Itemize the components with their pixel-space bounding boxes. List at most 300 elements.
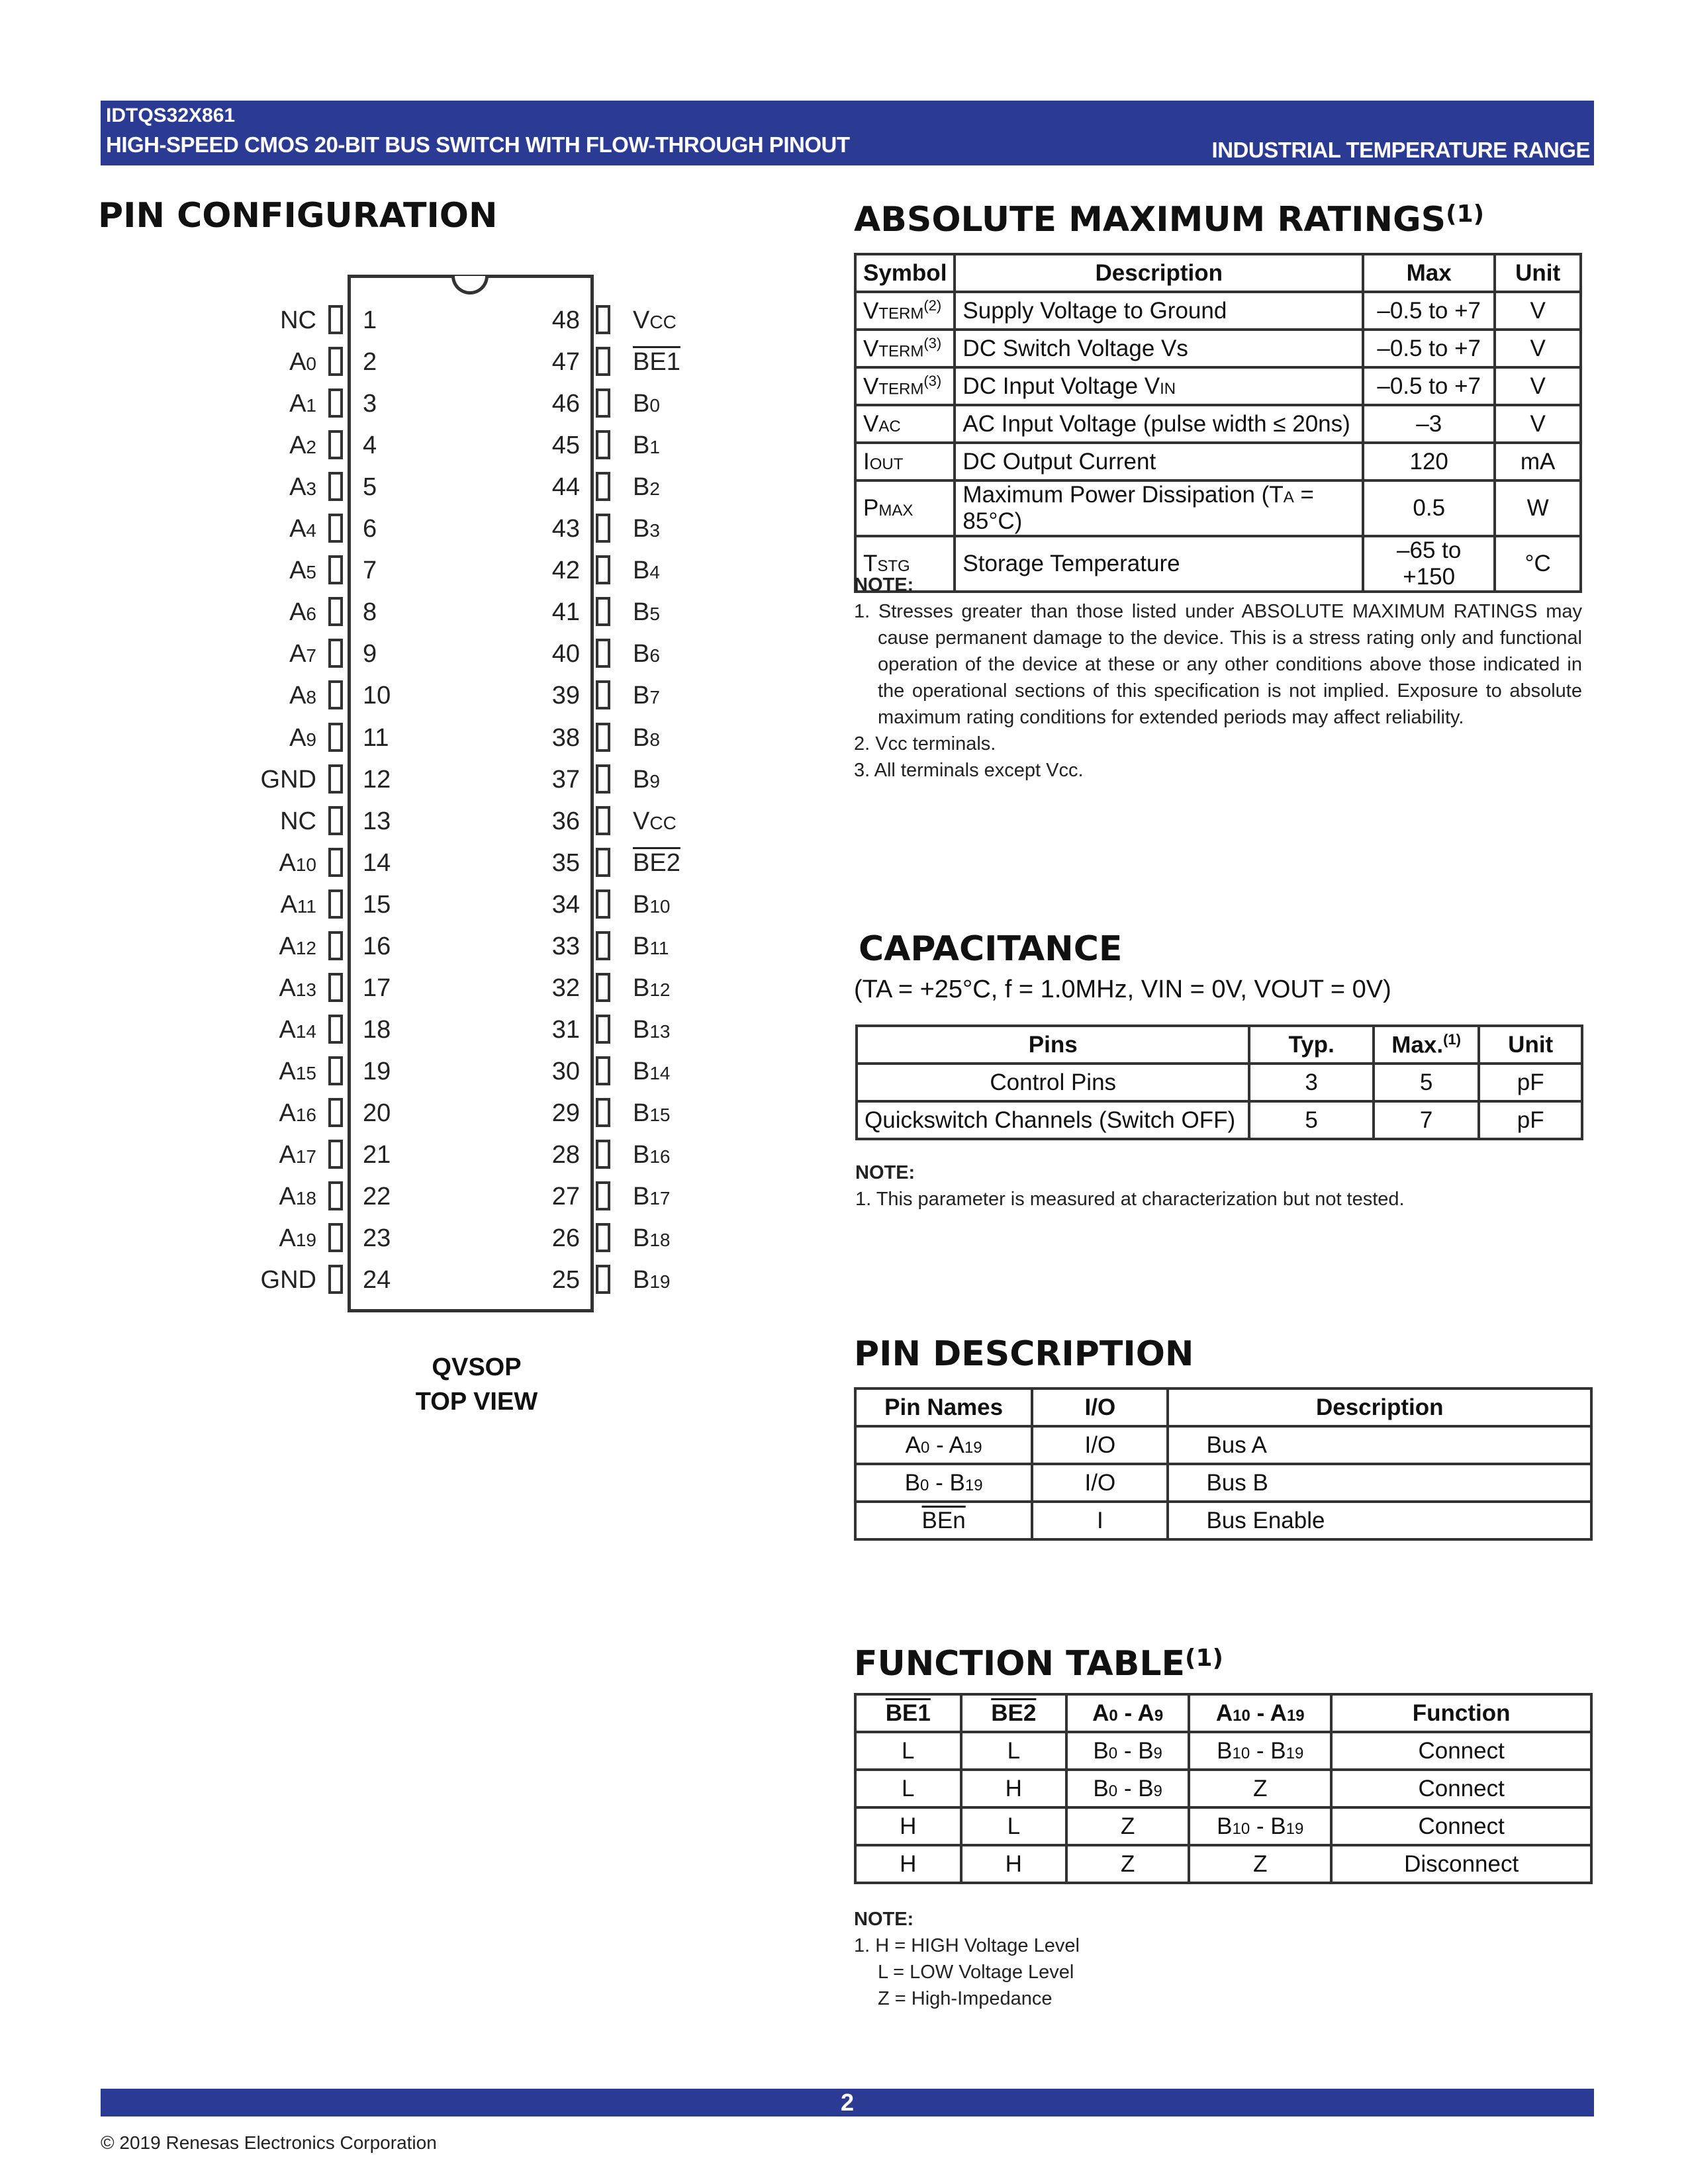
pin-description-title: PIN DESCRIPTION	[854, 1334, 1194, 1374]
function-table-header-cell: Function	[1331, 1694, 1591, 1732]
pin-number-left: 10	[363, 682, 391, 710]
pin-left-14	[328, 848, 343, 877]
pin-label-right: B19	[633, 1266, 671, 1295]
function-table-cell: Connect	[1331, 1770, 1591, 1807]
subscript: 0	[1108, 1744, 1118, 1762]
pin-right-38	[596, 723, 610, 752]
footer-bar	[101, 2089, 1594, 2116]
pin-label-left: NC	[280, 306, 316, 334]
capacitance-title: CAPACITANCE	[859, 929, 1123, 969]
pin-description-table	[854, 1387, 1593, 1541]
pin-number-left: 22	[363, 1183, 391, 1211]
abs-max-header-cell: Unit	[1495, 254, 1581, 292]
pin-left-15	[328, 889, 343, 919]
subscript: 19	[1286, 1744, 1304, 1762]
pin-number-left: 11	[363, 723, 389, 752]
pin-label-right: B4	[633, 557, 660, 585]
pin-right-37	[596, 764, 610, 794]
pin-number-right: 43	[551, 515, 580, 543]
note-item: L = LOW Voltage Level	[878, 1962, 1074, 1983]
abs-max-notes	[854, 572, 1582, 784]
pin-number-right: 34	[551, 890, 580, 919]
abs-max-header-cell: Description	[955, 254, 1363, 292]
subscript: 19	[1286, 1819, 1304, 1838]
pin-label-left: A5	[289, 557, 316, 585]
function-table-cell: L	[961, 1732, 1067, 1770]
subscript: 1	[649, 437, 660, 458]
subscript: 7	[649, 687, 660, 708]
pin-label-left: GND	[260, 765, 316, 794]
abs-max-unit: mA	[1495, 443, 1581, 480]
subscript: 9	[649, 770, 660, 792]
pin-label-left: A6	[289, 598, 316, 627]
subscript: 17	[295, 1146, 316, 1167]
pin-description-header-cell: Description	[1168, 1388, 1591, 1426]
pin-left-13	[328, 806, 343, 835]
subscript: 19	[295, 1230, 316, 1251]
function-table-header-row	[855, 1694, 1591, 1732]
pin-number-left: 18	[363, 1015, 391, 1044]
pin-description: Bus A	[1168, 1426, 1591, 1464]
pin-label-left: A18	[279, 1183, 316, 1211]
function-table-cell: L	[961, 1807, 1067, 1845]
capacitance-max: 7	[1374, 1101, 1479, 1139]
subscript: 13	[295, 979, 316, 1000]
pin-label-left: A1	[289, 390, 316, 418]
pin-name: A0 - A19	[855, 1426, 1032, 1464]
pin-number-right: 35	[551, 848, 580, 877]
pin-number-right: 29	[551, 1099, 580, 1127]
function-table-cell: H	[855, 1807, 961, 1845]
function-table-header-cell: A0 - A9	[1066, 1694, 1189, 1732]
pin-label-left: NC	[280, 807, 316, 835]
pin-number-left: 7	[363, 557, 377, 585]
subscript: MAX	[878, 502, 914, 520]
pin-label-right: B14	[633, 1057, 671, 1085]
capacitance-notes	[855, 1160, 1583, 1212]
pin-label-right: B11	[633, 932, 669, 960]
pin-number-left: 21	[363, 1141, 391, 1169]
subscript: 0	[1108, 1782, 1118, 1800]
abs-max-row	[855, 292, 1581, 330]
abs-max-row	[855, 367, 1581, 405]
pin-name: $\overline{BEn}$	[855, 1502, 1032, 1539]
pin-left-8	[328, 597, 343, 626]
pin-config-title: PIN CONFIGURATION	[98, 196, 498, 236]
pin-left-2	[328, 347, 343, 376]
subscript: 0	[1109, 1706, 1118, 1725]
pin-label-right: B18	[633, 1224, 671, 1253]
part-number: IDTQS32X861	[106, 105, 236, 126]
pin-left-17	[328, 973, 343, 1002]
pin-number-left: 1	[363, 306, 377, 334]
subscript: 5	[649, 604, 660, 625]
subscript: CC	[649, 812, 677, 833]
pin-label-left: A17	[279, 1141, 316, 1169]
subscript: 11	[649, 937, 669, 958]
subscript: A	[1283, 488, 1294, 506]
pin-label-right: B17	[633, 1183, 671, 1211]
subscript: 9	[1153, 1744, 1162, 1762]
pin-right-33	[596, 931, 610, 960]
pin-right-29	[596, 1098, 610, 1127]
pin-label-left: A8	[289, 682, 316, 710]
function-table-title-note: (1)	[1185, 1645, 1224, 1672]
subscript: 4	[306, 520, 316, 541]
capacitance-table	[855, 1024, 1583, 1140]
abs-max-value: –65 to +150	[1363, 536, 1495, 592]
subscript: 12	[649, 979, 671, 1000]
subscript: 10	[295, 854, 316, 875]
pin-number-right: 37	[551, 765, 580, 794]
abs-max-symbol: PMAX	[855, 480, 955, 536]
function-table-note-heading: NOTE:	[854, 1909, 914, 1930]
pin-left-22	[328, 1181, 343, 1210]
pin-description: Bus B	[1168, 1464, 1591, 1502]
capacitance-max: 5	[1374, 1064, 1479, 1101]
abs-max-row	[855, 330, 1581, 367]
function-table-title	[854, 1644, 1223, 1684]
pin-label-left: GND	[260, 1266, 316, 1295]
abs-max-description: DC Switch Voltage Vs	[955, 330, 1363, 367]
subscript: OUT	[869, 455, 904, 473]
note-item: 1. This parameter is measured at characterization but not tested.	[855, 1189, 1405, 1210]
subscript: 9	[1154, 1706, 1164, 1725]
pin-label-right: B15	[633, 1099, 671, 1127]
pin-right-41	[596, 597, 610, 626]
abs-max-unit: °C	[1495, 536, 1581, 592]
pin-label-left: A7	[289, 640, 316, 668]
note-item: Z = High-Impedance	[878, 1988, 1053, 2009]
pin-number-left: 19	[363, 1057, 391, 1085]
subscript: 0	[649, 395, 660, 416]
pin-label-right: B13	[633, 1015, 671, 1044]
capacitance-unit: pF	[1479, 1064, 1582, 1101]
pin-number-right: 36	[551, 807, 580, 835]
pin-description-header-cell: Pin Names	[855, 1388, 1032, 1426]
pin-right-31	[596, 1015, 610, 1044]
pin-description-row	[855, 1464, 1591, 1502]
function-table-cell: B10 - B19	[1189, 1807, 1331, 1845]
subscript: 2	[306, 437, 316, 458]
function-table-notes	[854, 1906, 1593, 2012]
subscript: 16	[295, 1104, 316, 1125]
pin-left-3	[328, 388, 343, 418]
pin-number-left: 8	[363, 598, 377, 627]
subscript: TERM	[878, 380, 924, 398]
abs-max-unit: V	[1495, 330, 1581, 367]
abs-max-value: –0.5 to +7	[1363, 330, 1495, 367]
capacitance-unit: pF	[1479, 1101, 1582, 1139]
pin-number-right: 40	[551, 640, 580, 668]
subscript: 3	[306, 478, 316, 500]
pin-left-20	[328, 1098, 343, 1127]
subscript: 0	[920, 1476, 929, 1494]
function-table-cell: H	[961, 1845, 1067, 1883]
subscript: 6	[649, 645, 660, 666]
abs-max-row	[855, 443, 1581, 480]
abs-max-symbol: VTERM$^{(3)}$	[855, 330, 955, 367]
pin-left-4	[328, 430, 343, 459]
abs-max-symbol: TSTG	[855, 536, 955, 592]
pin-label-right: B16	[633, 1141, 671, 1169]
pin-label-right: B0	[633, 390, 660, 418]
abs-max-symbol: VAC	[855, 405, 955, 443]
pin-right-46	[596, 388, 610, 418]
pin-right-36	[596, 806, 610, 835]
subscript: 19	[964, 1476, 983, 1494]
function-table	[854, 1693, 1593, 1884]
pin-right-26	[596, 1223, 610, 1252]
pin-number-right: 27	[551, 1183, 580, 1211]
abs-max-symbol: VTERM$^{(3)}$	[855, 367, 955, 405]
abs-max-value: 0.5	[1363, 480, 1495, 536]
pin-label-left: A13	[279, 974, 316, 1002]
pin-right-43	[596, 514, 610, 543]
function-table-cell: Disconnect	[1331, 1845, 1591, 1883]
pin-left-7	[328, 555, 343, 584]
note-item: 1. H = HIGH Voltage Level	[854, 1935, 1080, 1956]
function-table-header-cell: BE1	[855, 1694, 961, 1732]
abs-max-unit: V	[1495, 405, 1581, 443]
pin-description: Bus Enable	[1168, 1502, 1591, 1539]
abs-max-value: –3	[1363, 405, 1495, 443]
pin-label-left: A3	[289, 473, 316, 502]
capacitance-header-cell: Pins	[857, 1026, 1249, 1064]
subscript: 1	[306, 395, 316, 416]
pin-left-6	[328, 514, 343, 543]
pin-label-right: BE1	[633, 348, 680, 377]
subscript: 8	[306, 687, 316, 708]
pin-label-left: A11	[280, 890, 316, 919]
subscript: 10	[1232, 1819, 1250, 1838]
capacitance-note-heading: NOTE:	[855, 1162, 915, 1183]
pin-right-32	[596, 973, 610, 1002]
pin-right-30	[596, 1056, 610, 1085]
page-number: 2	[840, 2089, 855, 2116]
pin-number-right: 31	[551, 1015, 580, 1044]
document-title: HIGH-SPEED CMOS 20-BIT BUS SWITCH WITH FLOW-THROUGH PINOUT	[106, 132, 850, 157]
subscript: TERM	[878, 342, 924, 361]
pin-label-left: A2	[289, 432, 316, 460]
function-table-row	[855, 1845, 1591, 1883]
subscript: 10	[1233, 1706, 1250, 1725]
pin-right-28	[596, 1140, 610, 1169]
abs-max-description: AC Input Voltage (pulse width ≤ 20ns)	[955, 405, 1363, 443]
subscript: 6	[306, 604, 316, 625]
pin-label-left: A4	[289, 515, 316, 543]
pin-number-right: 30	[551, 1057, 580, 1085]
note-item: 2. Vcc terminals.	[854, 733, 996, 754]
subscript: 17	[649, 1188, 671, 1209]
function-table-cell: Connect	[1331, 1807, 1591, 1845]
function-table-cell: L	[855, 1770, 961, 1807]
pin-label-right: B3	[633, 515, 660, 543]
capacitance-pins: Control Pins	[857, 1064, 1249, 1101]
abs-max-description: DC Output Current	[955, 443, 1363, 480]
pin-label-right: B12	[633, 974, 671, 1002]
pin-label-right: B10	[633, 890, 671, 919]
pin-number-left: 20	[363, 1099, 391, 1127]
function-table-cell: H	[961, 1770, 1067, 1807]
pin-number-left: 12	[363, 765, 391, 794]
subscript: 18	[649, 1230, 671, 1251]
pin-label-left: A10	[279, 848, 316, 877]
abs-max-description: Storage Temperature	[955, 536, 1363, 592]
pin-number-right: 25	[551, 1266, 580, 1295]
temperature-range: INDUSTRIAL TEMPERATURE RANGE	[1211, 138, 1590, 162]
abs-max-symbol: VTERM$^{(2)}$	[855, 292, 955, 330]
function-table-cell: H	[855, 1845, 961, 1883]
pin-left-9	[328, 639, 343, 668]
abs-max-description: Maximum Power Dissipation (TA = 85°C)	[955, 480, 1363, 536]
pin-right-35	[596, 848, 610, 877]
abs-max-title-text: ABSOLUTE MAXIMUM RATINGS	[854, 200, 1446, 240]
pin-label-right: B8	[633, 723, 660, 752]
capacitance-header-cell: Max.$^{(1)}$	[1374, 1026, 1479, 1064]
pin-number-right: 26	[551, 1224, 580, 1253]
pin-number-right: 46	[551, 390, 580, 418]
capacitance-conditions: (TA = +25°C, f = 1.0MHz, VIN = 0V, VOUT = 0V)	[854, 976, 1391, 1003]
pin-number-right: 45	[551, 432, 580, 460]
subscript: 8	[649, 729, 660, 750]
symbol-note: (3)	[923, 334, 942, 351]
note-item: 1. Stresses greater than those listed under ABSOLUTE MAXIMUM RATINGS may cause permanent damage to the device. This is a stress rating only and functional operation of the device at these or any other conditions above those indicated in the operational sections of this specification is not implied. Exposure to absolute maximum rating conditions for extended periods may affect reliability.	[854, 601, 1582, 728]
capacitance-pins: Quickswitch Channels (Switch OFF)	[857, 1101, 1249, 1139]
note-item: 3. All terminals except Vcc.	[854, 760, 1084, 781]
abs-max-header-cell: Symbol	[855, 254, 955, 292]
pin-number-left: 16	[363, 932, 391, 960]
pin-label-right: VCC	[633, 807, 677, 835]
subscript: 18	[295, 1188, 316, 1209]
abs-max-value: –0.5 to +7	[1363, 292, 1495, 330]
abs-max-unit: W	[1495, 480, 1581, 536]
abs-max-row	[855, 405, 1581, 443]
subscript: 13	[649, 1021, 671, 1042]
pin-number-left: 5	[363, 473, 377, 502]
package-name: QVSOP	[432, 1353, 522, 1381]
function-table-header-cell: BE2	[961, 1694, 1067, 1732]
pin-name: B0 - B19	[855, 1464, 1032, 1502]
abs-max-unit: V	[1495, 292, 1581, 330]
pin-left-16	[328, 931, 343, 960]
pin-number-left: 9	[363, 640, 377, 668]
subscript: 15	[649, 1104, 671, 1125]
pin-number-right: 32	[551, 974, 580, 1002]
pin-number-left: 3	[363, 390, 377, 418]
pin-left-21	[328, 1140, 343, 1169]
pin-label-left: A14	[279, 1015, 316, 1044]
pin-number-left: 24	[363, 1266, 391, 1295]
pin-right-27	[596, 1181, 610, 1210]
pin-label-right: BE2	[633, 848, 680, 877]
package-view: TOP VIEW	[415, 1388, 538, 1416]
subscript: 12	[295, 937, 316, 958]
pin-number-left: 2	[363, 348, 377, 377]
pin-left-18	[328, 1015, 343, 1044]
subscript: 0	[306, 353, 316, 375]
function-table-cell: L	[855, 1732, 961, 1770]
subscript: 9	[1153, 1782, 1162, 1800]
pin-description-header-row	[855, 1388, 1591, 1426]
pin-left-24	[328, 1265, 343, 1294]
abs-max-table	[854, 253, 1582, 593]
capacitance-row	[857, 1101, 1582, 1139]
pin-label-right: B9	[633, 765, 660, 794]
pin-left-10	[328, 680, 343, 709]
pin-number-right: 28	[551, 1141, 580, 1169]
pin-right-47	[596, 347, 610, 376]
max-note: (1)	[1443, 1030, 1461, 1048]
capacitance-header-cell: Typ.	[1249, 1026, 1373, 1064]
pin-number-left: 14	[363, 848, 391, 877]
pin-label-left: A0	[289, 348, 316, 377]
abs-max-header-cell: Max	[1363, 254, 1495, 292]
pin-left-23	[328, 1223, 343, 1252]
pin-left-12	[328, 764, 343, 794]
pin-number-right: 41	[551, 598, 580, 627]
pin-right-39	[596, 680, 610, 709]
symbol-note: (2)	[923, 296, 942, 314]
pin-label-left: A15	[279, 1057, 316, 1085]
copyright: © 2019 Renesas Electronics Corporation	[101, 2132, 437, 2153]
subscript: 14	[295, 1021, 316, 1042]
header-bar	[101, 101, 1594, 165]
function-table-title-text: FUNCTION TABLE	[854, 1644, 1186, 1684]
pin-right-34	[596, 889, 610, 919]
subscript: 19	[649, 1271, 671, 1293]
subscript: TERM	[878, 304, 924, 323]
abs-max-row	[855, 480, 1581, 536]
subscript: 9	[306, 729, 316, 750]
function-table-cell: Z	[1189, 1845, 1331, 1883]
subscript: 4	[649, 562, 660, 583]
subscript: IN	[1160, 379, 1176, 398]
subscript: 10	[1232, 1744, 1250, 1762]
pin-number-left: 13	[363, 807, 391, 835]
subscript: 14	[649, 1062, 671, 1083]
capacitance-header-row	[857, 1026, 1582, 1064]
pin-number-right: 42	[551, 557, 580, 585]
function-table-cell: B10 - B19	[1189, 1732, 1331, 1770]
subscript: 19	[1286, 1706, 1305, 1725]
pin-number-right: 33	[551, 932, 580, 960]
pin-left-5	[328, 472, 343, 501]
function-table-header-cell: A10 - A19	[1189, 1694, 1331, 1732]
pin-number-right: 48	[551, 306, 580, 334]
pin-left-1	[328, 305, 343, 334]
pin-number-left: 15	[363, 890, 391, 919]
pin-right-45	[596, 430, 610, 459]
pin-number-right: 38	[551, 723, 580, 752]
subscript: 19	[964, 1438, 982, 1457]
pin-right-25	[596, 1265, 610, 1294]
abs-max-title-note: (1)	[1446, 201, 1485, 228]
pin-left-11	[328, 723, 343, 752]
pin-label-right: B5	[633, 598, 660, 627]
subscript: 0	[921, 1438, 930, 1457]
function-table-row	[855, 1770, 1591, 1807]
abs-max-description: Supply Voltage to Ground	[955, 292, 1363, 330]
abs-max-unit: V	[1495, 367, 1581, 405]
function-table-row	[855, 1807, 1591, 1845]
function-table-cell: Z	[1066, 1807, 1189, 1845]
abs-max-note-heading: NOTE:	[854, 574, 914, 596]
capacitance-row	[857, 1064, 1582, 1101]
pin-label-right: B6	[633, 640, 660, 668]
function-table-cell: B0 - B9	[1066, 1732, 1189, 1770]
function-table-cell: Z	[1066, 1845, 1189, 1883]
